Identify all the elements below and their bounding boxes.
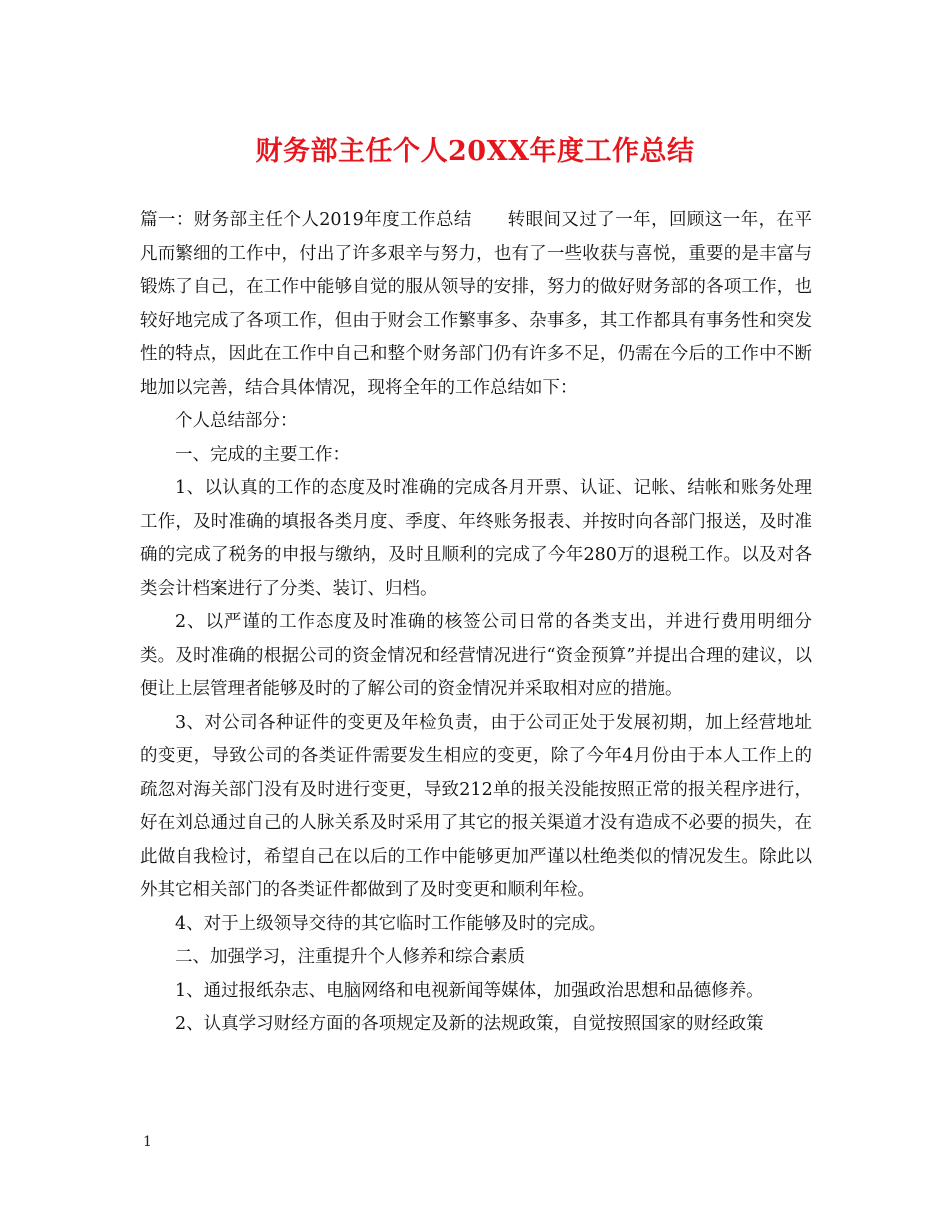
document-body [140, 204, 812, 1042]
learning-item-2: 2、认真学习财经方面的各项规定及新的法规政策，自觉按照国家的财经政策 [175, 1014, 764, 1034]
work-item-2: 2、以严谨的工作态度及时准确的核签公司日常的各类支出，并进行费用明细分类。及时准确的根据公司的资金情况和经营情况进行“资金预算”并提出合理的建议，以便让上层管理者能够及时的了解公司的资金情况并采取相对应的措施。 [140, 612, 812, 699]
intro-paragraph: 篇一：财务部主任个人2019年度工作总结 转眼间又过了一年，回顾这一年，在平凡而繁细的工作中，付出了许多艰辛与努力，也有了一些收获与喜悦，重要的是丰富与锻炼了自己，在工作中能够自觉的服从领导的安排，努力的做好财务部的各项工作，也较好地完成了各项工作，但由于财会工作繁事多、杂事多，其工作都具有事务性和突发性的特点，因此在工作中自己和整个财务部门仍有许多不足，仍需在今后的工作中不断地加以完善，结合具体情况，现将全年的工作总结如下： [140, 210, 812, 398]
work-item-4: 4、对于上级领导交待的其它临时工作能够及时的完成。 [175, 913, 607, 934]
page-number: 1 [143, 1134, 152, 1150]
section-heading-main-work: 一、完成的主要工作： [175, 444, 350, 465]
document-title: 财务部主任个人20XX年度工作总结 [255, 136, 695, 167]
section-heading-learning: 二、加强学习，注重提升个人修养和综合素质 [175, 947, 525, 967]
section-label-personal-summary: 个人总结部分： [175, 411, 298, 431]
work-item-1: 1、以认真的工作的态度及时准确的完成各月开票、认证、记帐、结帐和账务处理工作，及时准确的填报各类月度、季度、年终账务报表、并按时向各部门报送，及时准确的完成了税务的申报与缴纳，及时且顺利的完成了今年280万的退税工作。以及对各类会计档案进行了分类、装订、归档。 [140, 478, 812, 599]
learning-item-1: 1、通过报纸杂志、电脑网络和电视新闻等媒体，加强政治思想和品德修养。 [175, 980, 764, 1001]
work-item-3: 3、对公司各种证件的变更及年检负责，由于公司正处于发展初期，加上经营地址的变更，导致公司的各类证件需要发生相应的变更，除了今年4月份由于本人工作上的疏忽对海关部门没有及时进行变更，导致212单的报关没能按照正常的报关程序进行，好在刘总通过自己的人脉关系及时采用了其它的报关渠道才没有造成不必要的损失，在此做自我检讨，希望自己在以后的工作中能够更加严谨以杜绝类似的情况发生。除此以外其它相关部门的各类证件都做到了及时变更和顺利年检。 [140, 712, 812, 900]
